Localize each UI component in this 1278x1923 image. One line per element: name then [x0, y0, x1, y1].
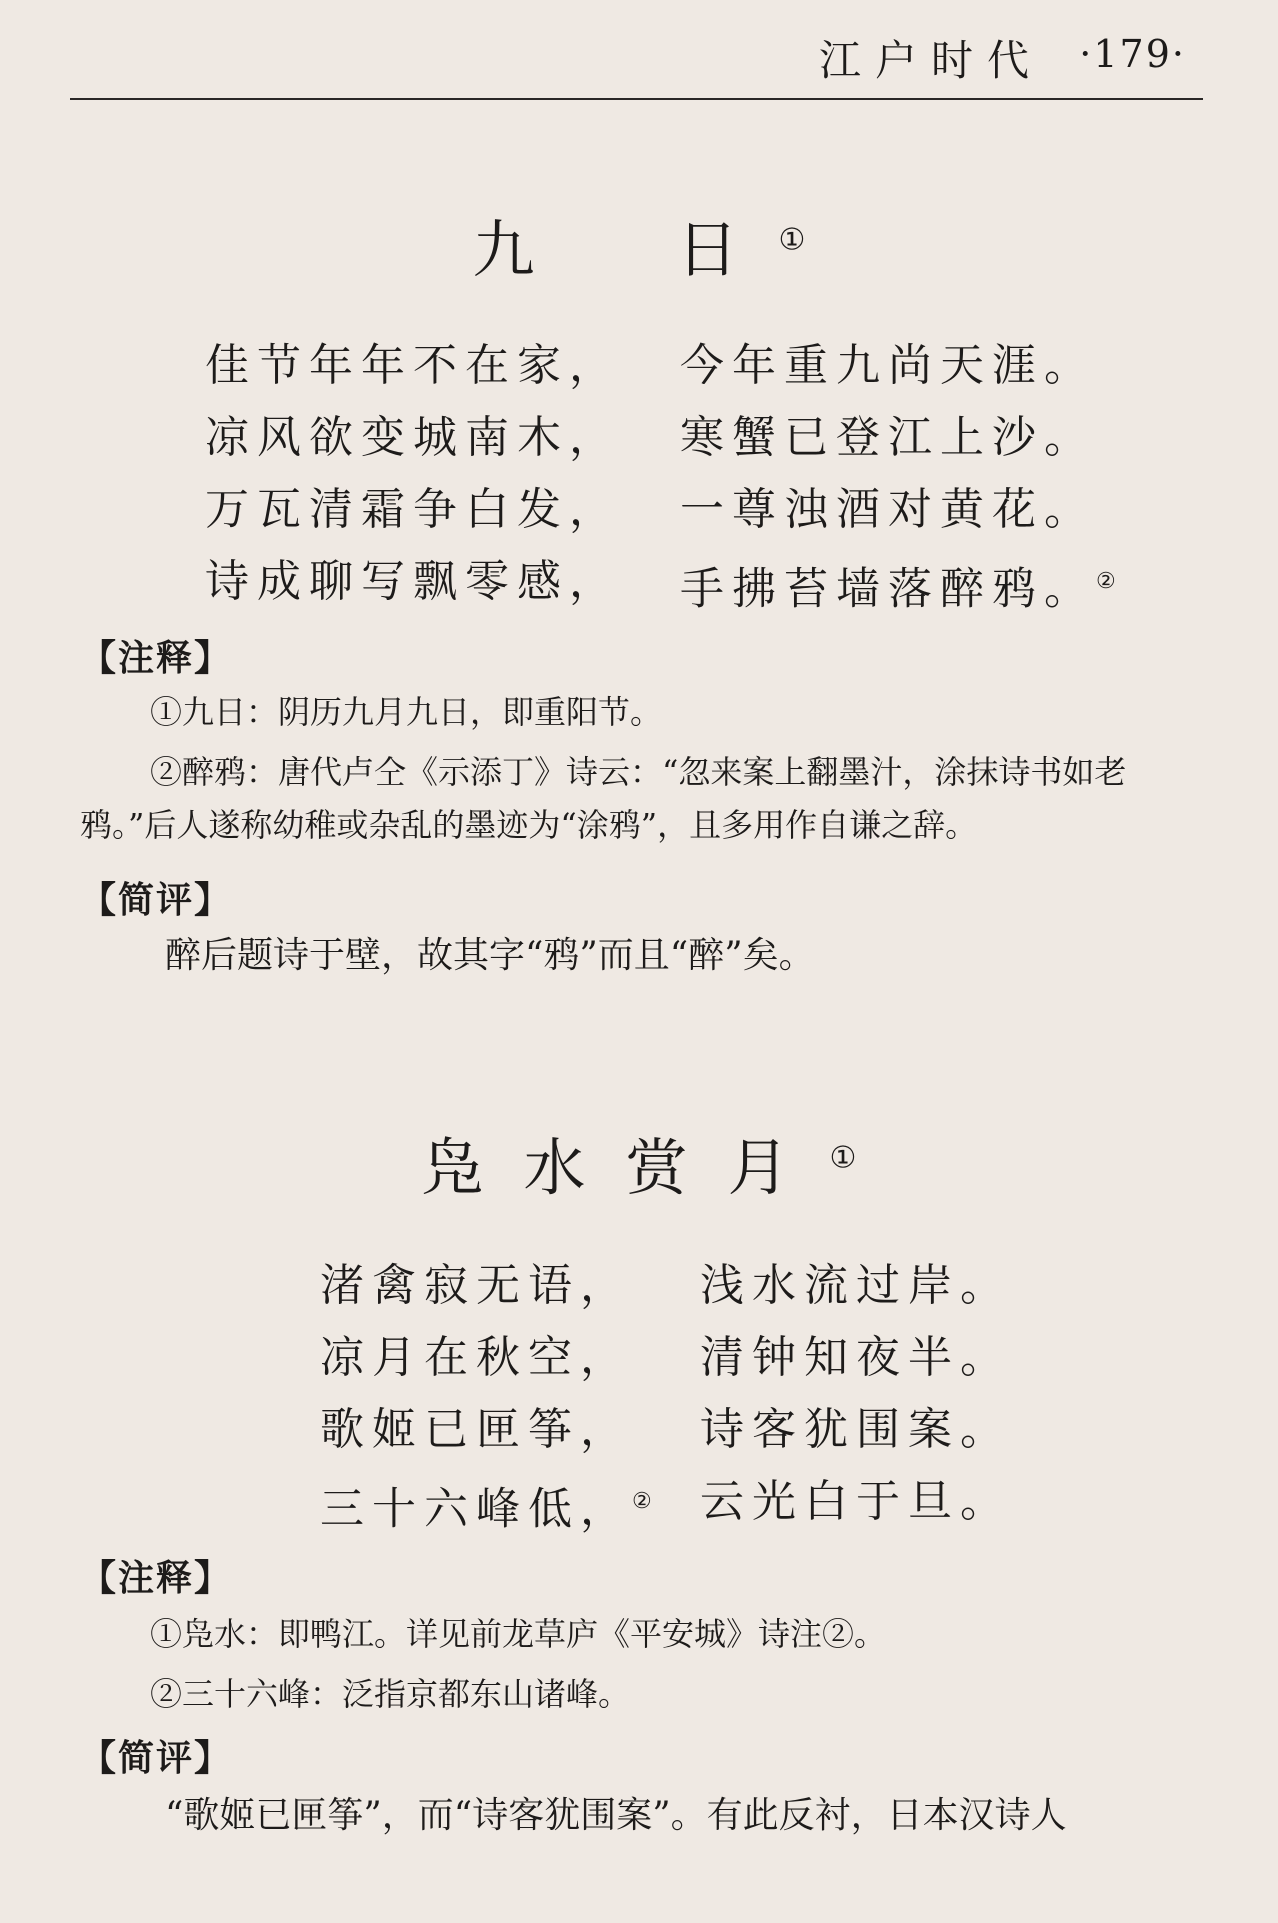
note-item: ①九日：阴历九月九日，即重阳节。 — [150, 693, 663, 731]
verse-line-first-half: 诗成聊写飘零感， — [205, 556, 621, 607]
verse-line — [320, 1394, 1120, 1466]
verse-text: 手拂苔墙落醉鸦。 — [680, 563, 1096, 615]
verse-line — [205, 330, 1105, 402]
poem-title-text: 九 日 — [472, 213, 779, 286]
note-item: ②醉鸦：唐代卢仝《示添丁》诗云：“忽来案上翻墨汁，涂抹诗书如老 — [150, 753, 1127, 791]
poem-title-1 — [0, 200, 1278, 289]
notes-label: 【注释】 — [80, 1558, 233, 1599]
verse-line-second-half: 云光白于旦。 — [700, 1476, 1012, 1527]
header-rule — [70, 98, 1203, 100]
verse-line — [205, 402, 1105, 474]
notes-label: 【注释】 — [80, 638, 233, 679]
verse-line-first-half: 凉风欲变城南木， — [205, 412, 621, 463]
title-footnote-mark: ① — [829, 1140, 857, 1176]
verse-line-first-half: 佳节年年不在家， — [205, 340, 621, 391]
commentary-text: “歌姬已匣筝”，而“诗客犹围案”。有此反衬，日本汉诗人 — [165, 1795, 1067, 1836]
verse-line — [320, 1250, 1120, 1322]
page-header — [0, 0, 1278, 110]
commentary-text: 醉后题诗于壁，故其字“鸦”而且“醉”矣。 — [165, 935, 815, 976]
verse-line — [320, 1322, 1120, 1394]
running-title: 江户时代 — [818, 36, 1043, 85]
verse-text: 三十六峰低， — [320, 1483, 632, 1535]
footnote-mark: ② — [1096, 569, 1116, 594]
verse-line — [205, 474, 1105, 546]
comment-label: 【简评】 — [80, 880, 233, 921]
verse-line-first-half: 凉月在秋空， — [320, 1332, 632, 1383]
verse-line-second-half: 一尊浊酒对黄花。 — [680, 484, 1096, 535]
verse-line-second-half: 寒蟹已登江上沙。 — [680, 412, 1096, 463]
verse-line-second-half: 诗客犹围案。 — [700, 1404, 1012, 1455]
poem-title-text: 凫水赏月 — [421, 1131, 830, 1204]
verse-line-second-half — [680, 546, 1116, 626]
verse-line-first-half — [320, 1466, 652, 1546]
verse-line-second-half: 浅水流过岸。 — [700, 1260, 1012, 1311]
note-item: ②三十六峰：泛指京都东山诸峰。 — [150, 1675, 631, 1713]
note-item: ①凫水：即鸭江。详见前龙草庐《平安城》诗注②。 — [150, 1615, 887, 1653]
verse-line — [320, 1466, 1120, 1538]
poem-1-verse — [205, 330, 1116, 618]
comment-label: 【简评】 — [80, 1738, 233, 1779]
verse-line-first-half: 渚禽寂无语， — [320, 1260, 632, 1311]
title-footnote-mark: ① — [778, 222, 806, 258]
page-number: ·179· — [1079, 32, 1186, 76]
verse-line-second-half: 今年重九尚天涯。 — [680, 340, 1096, 391]
verse-line-second-half: 清钟知夜半。 — [700, 1332, 1012, 1383]
footnote-mark: ② — [632, 1489, 652, 1514]
note-item-continued: 鸦。”后人遂称幼稚或杂乱的墨迹为“涂鸦”，且多用作自谦之辞。 — [80, 806, 978, 844]
verse-line-first-half: 万瓦清霜争白发， — [205, 484, 621, 535]
poem-title-2 — [0, 1118, 1278, 1207]
verse-line-first-half: 歌姬已匣筝， — [320, 1404, 632, 1455]
verse-line — [205, 546, 1116, 618]
poem-2-verse — [320, 1250, 1120, 1538]
